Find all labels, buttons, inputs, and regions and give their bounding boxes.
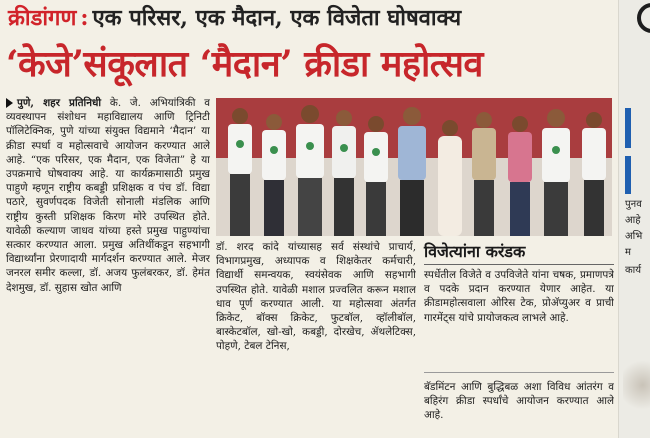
photo-scene xyxy=(216,98,612,236)
kicker-tagline: एक परिसर, एक मैदान, एक विजेता घोषवाक्य xyxy=(92,5,462,31)
blue-accent-bar xyxy=(625,108,631,148)
person xyxy=(262,114,286,236)
person xyxy=(582,112,606,236)
person xyxy=(296,105,324,236)
dateline: पुणे, शहर प्रतिनिधी xyxy=(17,97,102,109)
person xyxy=(364,116,388,236)
bullet-icon xyxy=(6,98,13,108)
blue-accent-bar xyxy=(625,156,631,194)
edge-text-fragment: कार्य xyxy=(625,265,642,276)
subheading: विजेत्यांना करंडक xyxy=(424,240,614,265)
event-photo xyxy=(216,98,612,236)
kicker-line xyxy=(8,2,618,36)
article-column-1 xyxy=(6,96,210,432)
article-column-3: स्पर्धेतील विजेते व उपविजेते यांना चषक, प्रमाणपत्रे व पदके प्रदान करण्यात येणार आहेत. या क्रीडामहोत्सवाला ओरिस टेक, प्रोअ‍ॅप्युअर व प्राची गारमेंट्स यांचे प्रायोजकत्व लाभले आहे. xyxy=(424,269,614,324)
article-text-1: के. जे. अभियांत्रिकी व व्यवस्थापन संशोधन महाविद्यालय आणि ट्रिनिटी पॉलिटेक्निक, पुणे यांच्या संयुक्त विद्यमाने ‘मैदान’ या क्रीडा स्पर्धा व महोत्सवाचे आयोजन करण्यात आले आहे. “एक परिसर, एक मैदान, एक विजेता” हे या उपक्रमाचे घोषवाक्य आहे. या कार्यक्रमासाठी प्रमुख पाहुणे म्हणून राष्ट्रीय कबड्डी प्रशिक्षक व पंच डॉ. विद्या पठारे, सुवर्णपदक विजेती सोनाली मंडलिक आणि राष्ट्रीय कुस्ती प्रशिक्षक किरण मोरे उपस्थित होते. यावेळी कल्याण जाधव यांच्या हस्ते प्रमुख पाहुण्यांचा सत्कार करण्यात आला. प्रमुख अतिथींकडून सहभागी विद्यार्थ्यांना प्रेरणादायी मार्गदर्शन करण्यात आले. मेजर जनरल समीर कल्ला, डॉ. अजय फुलंबरकर, डॉ. हेमंत देशमुख, डॉ. सुहास खोत आणि xyxy=(6,97,210,294)
kicker-colon: : xyxy=(80,5,89,31)
headline: ‘केजे’संकूलात ‘मैदान’ क्रीडा महोत्सव xyxy=(6,43,483,85)
edge-text-fragment: पुनव xyxy=(625,199,642,210)
section-label: क्रीडांगण xyxy=(8,5,77,31)
person xyxy=(438,120,462,236)
person xyxy=(398,107,426,236)
edge-text-fragment: अभि xyxy=(625,231,643,242)
person xyxy=(228,108,252,236)
person xyxy=(472,112,496,236)
article-column-2: डॉ. शरद कांदे यांच्यासह सर्व संस्थांचे प्राचार्य, विभागप्रमुख, अध्यापक व शिक्षकेतर कर्मचारी, विद्यार्थी समन्वयक, स्वयंसेवक आणि सहभागी उपस्थित होते. यावेळी मशाल प्रज्वलित करून मशाल धाव पूर्ण करण्यात आली. या महोत्सवा अंतर्गत क्रिकेट, बॉक्स क्रिकेट, फुटबॉल, व्हॉलीबॉल, बास्केटबॉल, खो-खो, कबड्डी, दोरखेच, ॲथलेटिक्स, पोहणे, टेबल टेनिस, xyxy=(216,241,416,353)
person xyxy=(332,110,356,236)
edge-text-fragment: आहे xyxy=(625,215,641,226)
article-column-3b: बॅडमिंटन आणि बुद्धिबळ अशा विविध आंतरंग व बहिरंग क्रीडा स्पर्धांचे आयोजन करण्यात आले आहे. xyxy=(424,381,614,422)
edge-photo-fragment xyxy=(623,356,650,414)
person xyxy=(542,109,570,236)
person xyxy=(508,116,532,236)
logo-fragment-icon xyxy=(637,3,650,33)
column-divider xyxy=(424,372,614,373)
adjacent-article-edge xyxy=(618,0,650,438)
edge-text-fragment: म xyxy=(625,247,631,258)
